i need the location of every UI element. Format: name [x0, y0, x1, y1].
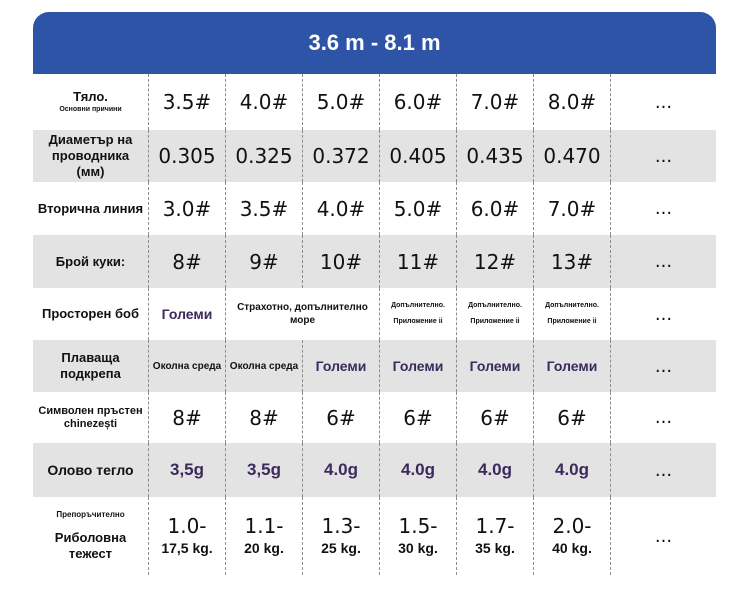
- table-title: 3.6 m - 8.1 m: [33, 12, 716, 74]
- table-cell: 0.435: [457, 130, 534, 182]
- table-cell: Допълнително. Приложение ii: [534, 288, 611, 340]
- table-row-fishing-weight: [33, 497, 716, 575]
- table-cell: 0.405: [380, 130, 457, 182]
- row-label-body: Тяло. Основни причини: [33, 74, 149, 130]
- table-cell: Големи: [457, 340, 534, 392]
- table-cell: 0.372: [303, 130, 380, 182]
- table-row-spacious-bean: [33, 288, 716, 340]
- table-cell: 5.0#: [303, 74, 380, 130]
- table-cell: ...: [654, 355, 673, 377]
- table-cell: ...: [654, 198, 673, 219]
- table-cell: 1.3- 25 kg.: [303, 497, 380, 575]
- table-cell: 13#: [534, 235, 611, 288]
- row-label-lead-weight: Олово тегло: [33, 443, 149, 497]
- table-cell: 3,5g: [149, 443, 226, 497]
- table-cell: 8#: [226, 392, 303, 443]
- table-cell: 4.0g: [303, 443, 380, 497]
- table-cell: 4.0g: [534, 443, 611, 497]
- table-cell: 8.0#: [534, 74, 611, 130]
- spec-table: [33, 74, 716, 587]
- table-cell: Околна среда: [226, 340, 303, 392]
- row-label-spacious-bean: Просторен боб: [33, 288, 149, 340]
- table-cell: 8#: [149, 392, 226, 443]
- table-cell: 11#: [380, 235, 457, 288]
- table-cell: 6#: [303, 392, 380, 443]
- table-cell: 3.0#: [149, 182, 226, 235]
- table-cell: ...: [654, 251, 673, 272]
- row-label-hook-count: Брой куки:: [33, 235, 149, 288]
- table-cell: 1.1- 20 kg.: [226, 497, 303, 575]
- table-cell: 10#: [303, 235, 380, 288]
- table-cell: ...: [654, 91, 673, 113]
- table-cell: 6#: [534, 392, 611, 443]
- table-cell: ...: [654, 407, 673, 428]
- row-label-symbol-ring: Символен пръстен chinezești: [33, 392, 149, 443]
- table-cell: 3.5#: [226, 182, 303, 235]
- row-label-floating-support: Плаваща подкрепа: [33, 340, 149, 392]
- table-cell: Големи: [534, 340, 611, 392]
- table-cell: 4.0g: [380, 443, 457, 497]
- table-cell: 9#: [226, 235, 303, 288]
- table-cell: 6#: [380, 392, 457, 443]
- table-cell: Големи: [149, 288, 226, 340]
- table-row-body: [33, 74, 716, 130]
- table-cell: 0.325: [226, 130, 303, 182]
- row-label-fishing-weight: Препоръчително Риболовна тежест: [33, 497, 149, 575]
- table-row-secondary-line: [33, 182, 716, 235]
- row-label-secondary-line: Вторична линия: [33, 182, 149, 235]
- table-cell: ...: [654, 459, 673, 481]
- table-cell: 12#: [457, 235, 534, 288]
- table-row-symbol-ring: [33, 392, 716, 443]
- table-cell: ...: [654, 303, 673, 325]
- table-cell: 7.0#: [534, 182, 611, 235]
- table-row-wire-diameter: [33, 130, 716, 182]
- table-cell: 1.7- 35 kg.: [457, 497, 534, 575]
- table-cell: Големи: [303, 340, 380, 392]
- table-cell: 3,5g: [226, 443, 303, 497]
- table-cell: 8#: [149, 235, 226, 288]
- table-cell: 3.5#: [149, 74, 226, 130]
- table-cell: 0.470: [534, 130, 611, 182]
- table-cell: Големи: [380, 340, 457, 392]
- table-cell: Страхотно, допълнително море: [226, 288, 380, 340]
- table-cell: 4.0#: [303, 182, 380, 235]
- table-cell: 7.0#: [457, 74, 534, 130]
- table-cell: 4.0#: [226, 74, 303, 130]
- table-cell: 5.0#: [380, 182, 457, 235]
- table-cell: 6.0#: [380, 74, 457, 130]
- table-cell: 1.5- 30 kg.: [380, 497, 457, 575]
- table-row-floating-support: [33, 340, 716, 392]
- table-cell: 6.0#: [457, 182, 534, 235]
- table-cell: 1.0- 17,5 kg.: [149, 497, 226, 575]
- table-row-lead-weight: [33, 443, 716, 497]
- spec-table-card: [33, 12, 716, 587]
- table-row-hook-count: [33, 235, 716, 288]
- table-cell: 4.0g: [457, 443, 534, 497]
- row-label-wire-diameter: Диаметър на проводника (мм): [33, 130, 149, 182]
- table-cell: 0.305: [149, 130, 226, 182]
- table-cell: ...: [654, 145, 673, 167]
- table-cell: Допълнително. Приложение ii: [457, 288, 534, 340]
- table-cell: 2.0- 40 kg.: [534, 497, 611, 575]
- table-cell: 6#: [457, 392, 534, 443]
- table-cell: Околна среда: [149, 340, 226, 392]
- table-cell: ...: [654, 525, 673, 547]
- table-cell: Допълнително. Приложение ii: [380, 288, 457, 340]
